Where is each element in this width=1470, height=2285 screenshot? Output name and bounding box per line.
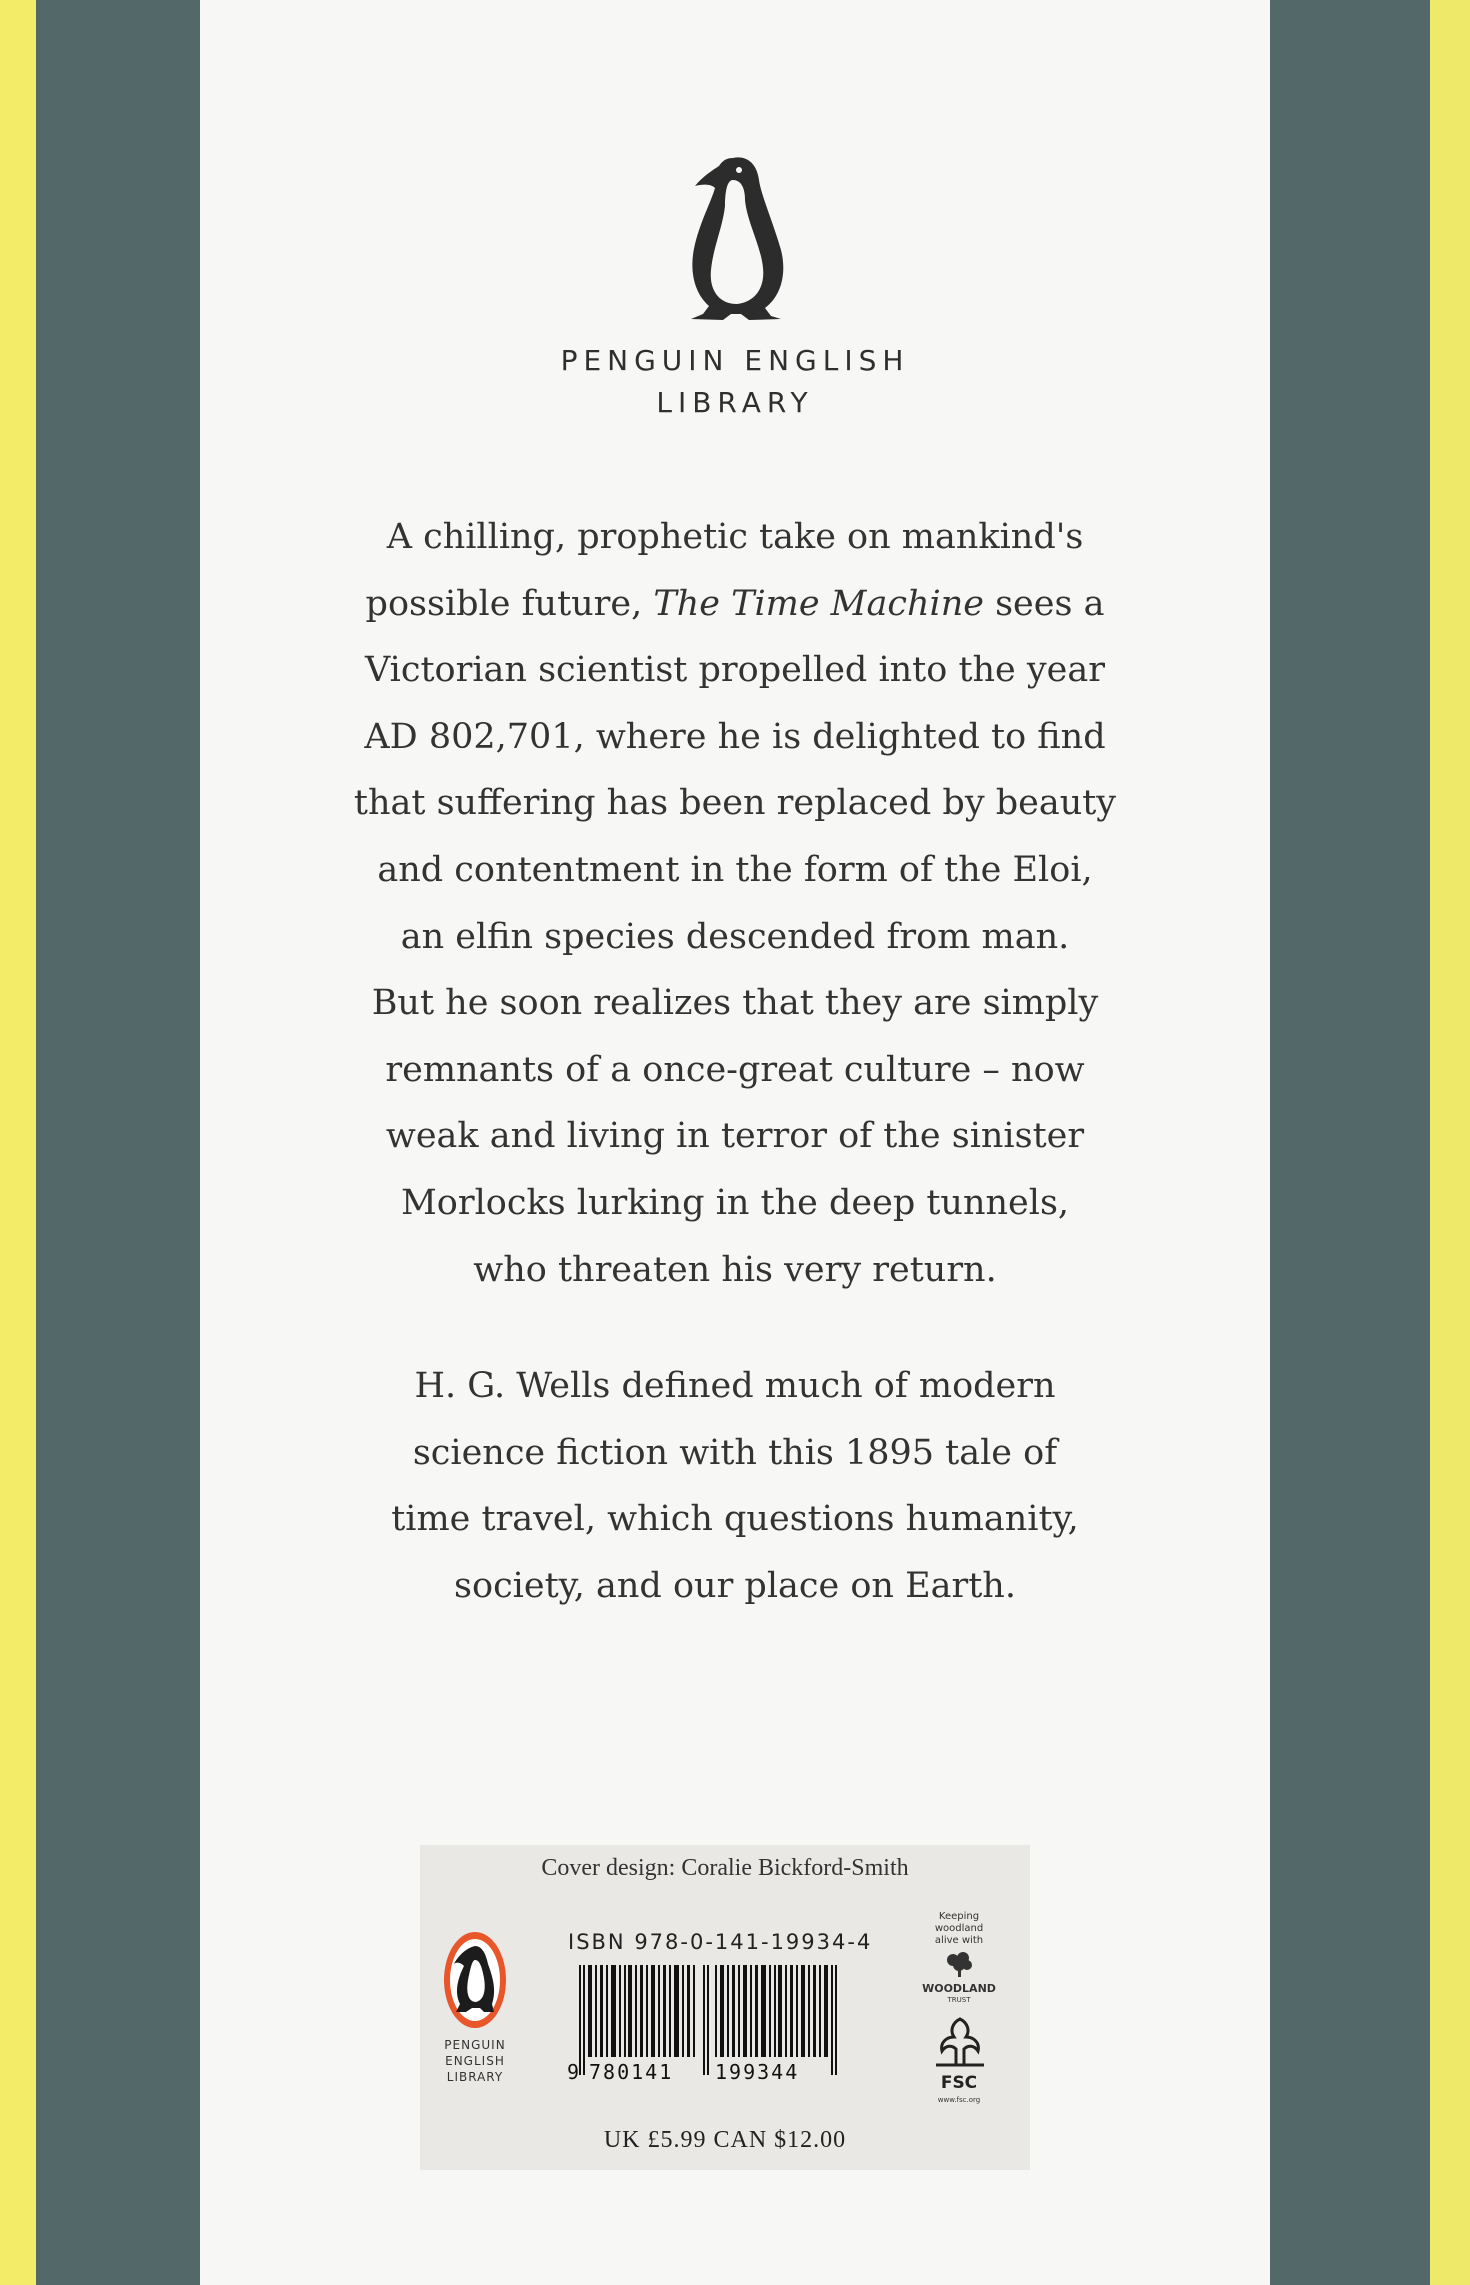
blurb-line: who threaten his very return. — [473, 1249, 997, 1290]
woodland-text-1: Keeping — [938, 1911, 980, 1922]
woodland-text-3: alive with — [934, 1935, 984, 1946]
blurb-line: time travel, which questions humanity, — [391, 1499, 1079, 1540]
cover-design-credit: Cover design: Coralie Bickford-Smith — [541, 1855, 909, 1881]
barcode-icon — [565, 1965, 855, 2083]
blurb-line: But he soon realizes that they are simply — [371, 983, 1099, 1024]
blurb-line: remnants of a once-great culture – now — [385, 1049, 1085, 1090]
woodland-text-2: woodland — [934, 1923, 984, 1934]
blurb-line: Victorian scientist propelled into the year — [365, 650, 1105, 691]
woodland-trust-name: WOODLAND — [922, 1982, 996, 1995]
fsc-label: FSC — [940, 2073, 978, 2093]
blurb-line: Morlocks lurking in the deep tunnels, — [400, 1182, 1070, 1223]
blurb-paragraph-2 — [300, 1353, 1170, 1619]
price-line: UK £5.99 CAN $12.00 — [603, 2127, 847, 2153]
blurb-paragraph-1 — [300, 504, 1170, 1303]
imprint-line-1: PENGUIN ENGLISH — [560, 344, 910, 377]
woodland-trust-tree-icon — [943, 1951, 975, 1977]
isbn-number: ISBN 978-0-141-19934-4 — [568, 1930, 873, 1954]
barcode-digit-first: 9 — [567, 2060, 580, 2083]
blurb-line: weak and living in terror of the sinister — [385, 1116, 1085, 1157]
blurb-line: AD 802,701, where he is delighted to find — [364, 716, 1106, 757]
book-title: The Time Machine — [653, 583, 984, 624]
blurb-line: possible future, The Time Machine sees a — [365, 583, 1105, 624]
blurb-line: science fiction with this 1895 tale of — [412, 1432, 1058, 1473]
fsc-tree-logo-icon — [930, 2015, 990, 2070]
barcode-digits-left: 780141 — [589, 2060, 674, 2083]
spine-edge-left — [0, 0, 36, 2285]
blurb-line: that suffering has been replaced by beauty — [353, 783, 1117, 824]
woodland-trust-label: TRUST — [947, 1996, 971, 2004]
fsc-website: www.fsc.org — [937, 2096, 981, 2104]
barcode-digits-right: 199344 — [715, 2060, 800, 2083]
mini-imprint-line-3: LIBRARY — [446, 2070, 504, 2084]
blurb-line: and contentment in the form of the Eloi, — [377, 849, 1093, 890]
blurb-line: an elfin species descended from man. — [400, 916, 1070, 957]
page-edge-right — [1430, 0, 1470, 2285]
mini-imprint-line-1: PENGUIN — [444, 2038, 506, 2052]
blurb-line: society, and our place on Earth. — [454, 1565, 1016, 1606]
blurb-line: H. G. Wells defined much of modern — [414, 1366, 1056, 1406]
cover-border-left — [36, 0, 200, 2285]
mini-imprint-line-2: ENGLISH — [445, 2054, 505, 2068]
penguin-logo-icon — [681, 150, 791, 325]
imprint-line-2: LIBRARY — [656, 386, 814, 419]
penguin-orange-logo-icon — [442, 1930, 508, 2030]
blurb-line: A chilling, prophetic take on mankind's — [386, 517, 1084, 557]
cover-border-right — [1270, 0, 1430, 2285]
barcode-box — [420, 1845, 1030, 2170]
